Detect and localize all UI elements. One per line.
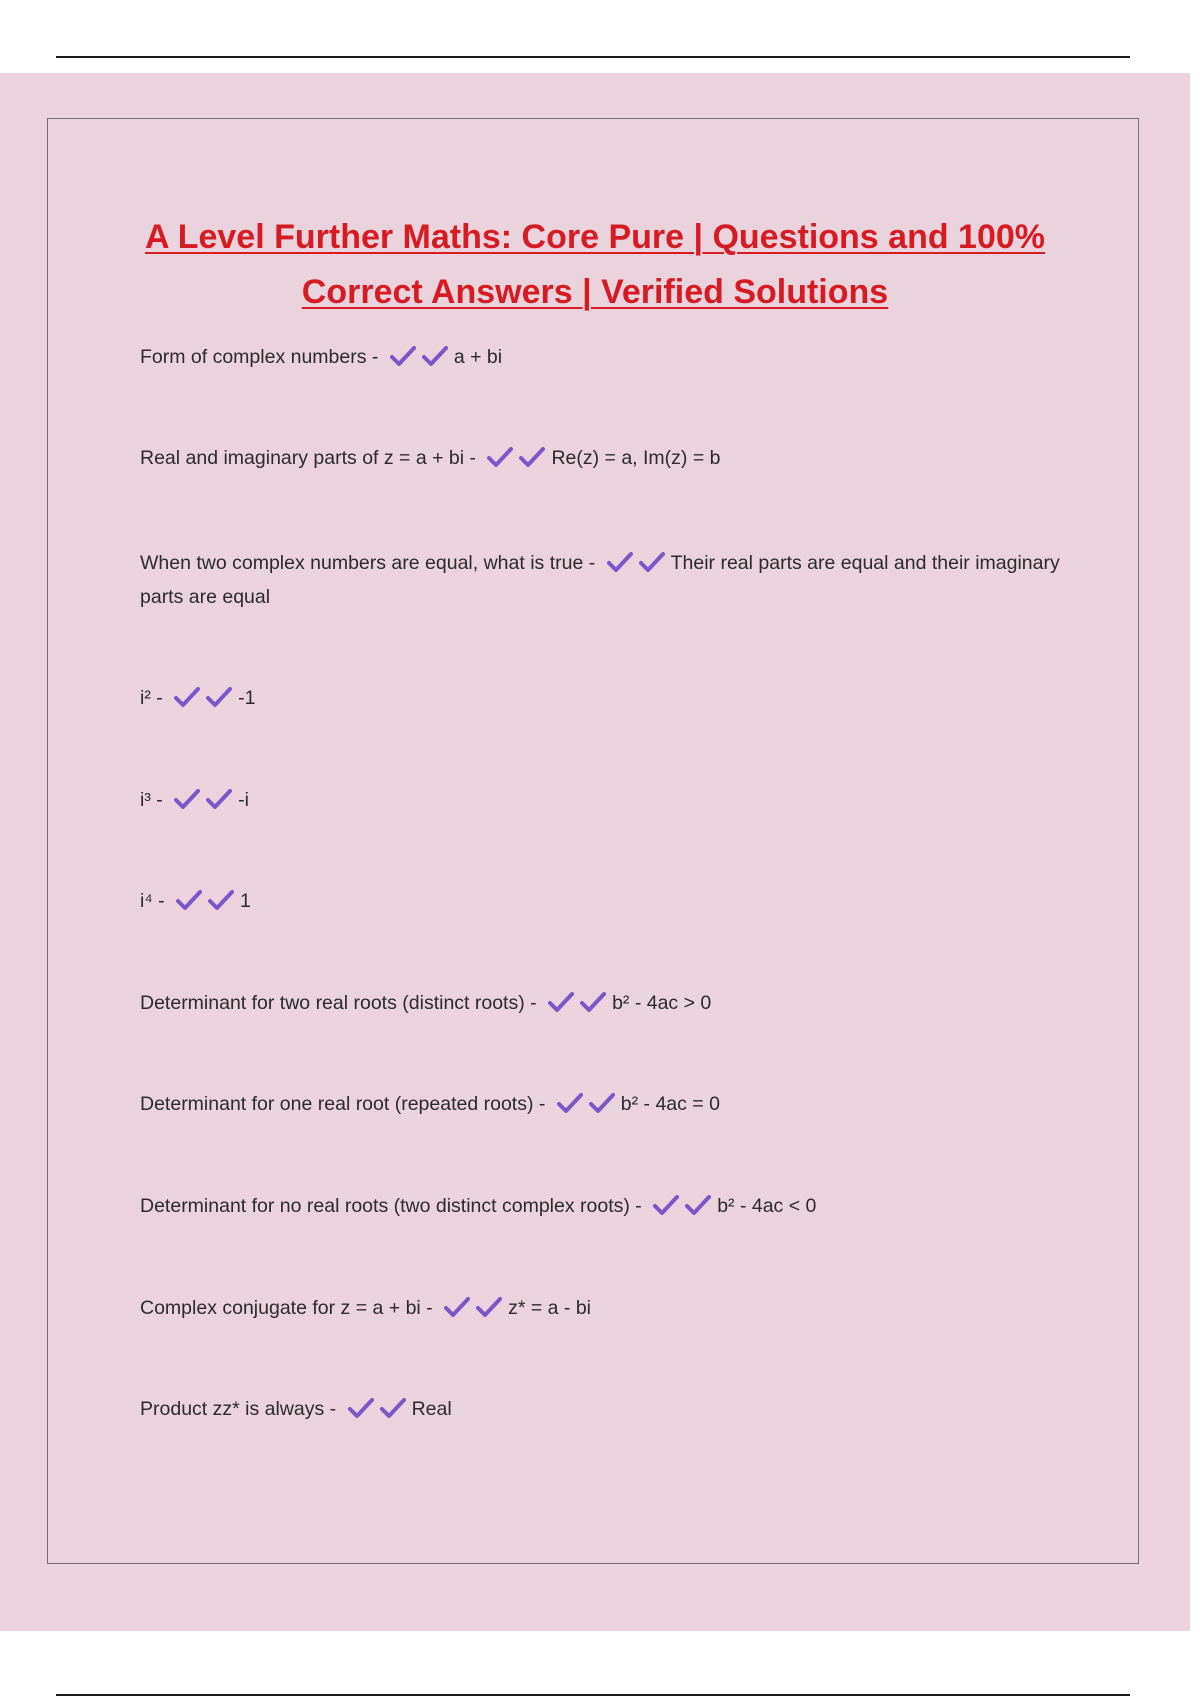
question-text: When two complex numbers are equal, what is true - — [140, 552, 596, 574]
qa-item — [140, 1291, 1060, 1325]
check-icon — [639, 551, 665, 573]
answer-text: -i — [238, 789, 249, 811]
check-pair — [557, 1093, 621, 1115]
answer-text: 1 — [240, 890, 251, 912]
question-text: i² - — [140, 687, 163, 709]
qa-item — [140, 441, 1060, 475]
qa-item — [140, 1189, 1060, 1223]
check-pair — [487, 447, 551, 469]
check-icon — [557, 1092, 583, 1114]
check-pair — [548, 992, 612, 1014]
check-icon — [685, 1194, 711, 1216]
title-line-2: Correct Answers | Verified Solutions — [301, 273, 889, 311]
qa-item — [140, 1087, 1060, 1121]
question-text: Product zz* is always - — [140, 1398, 337, 1420]
answer-text: Real — [411, 1398, 452, 1420]
check-pair — [444, 1297, 508, 1319]
document-title — [110, 210, 1080, 320]
answer-text: -1 — [238, 687, 256, 709]
check-icon — [206, 686, 232, 708]
check-icon — [390, 345, 416, 367]
check-icon — [176, 889, 202, 911]
qa-item — [140, 986, 1060, 1020]
title-line-1: A Level Further Maths: Core Pure | Questions and 100% — [144, 218, 1046, 256]
check-pair — [390, 346, 454, 368]
answer-text: b² - 4ac < 0 — [717, 1195, 817, 1217]
question-text: Determinant for one real root (repeated roots) - — [140, 1093, 546, 1115]
answer-text: b² - 4ac > 0 — [612, 992, 712, 1014]
check-pair — [348, 1398, 412, 1420]
question-text: Real and imaginary parts of z = a + bi - — [140, 447, 477, 469]
check-icon — [548, 991, 574, 1013]
check-icon — [174, 788, 200, 810]
check-pair — [607, 552, 671, 574]
answer-text: Their real parts are equal and their imaginary parts are equal — [140, 552, 1060, 608]
qa-item — [140, 546, 1060, 614]
check-icon — [607, 551, 633, 573]
check-icon — [422, 345, 448, 367]
check-icon — [348, 1397, 374, 1419]
question-text: i⁴ - — [140, 890, 165, 912]
qa-item — [140, 681, 1060, 715]
check-icon — [208, 889, 234, 911]
check-pair — [174, 789, 238, 811]
footer-rule — [56, 1694, 1130, 1696]
check-icon — [206, 788, 232, 810]
check-icon — [444, 1296, 470, 1318]
check-icon — [653, 1194, 679, 1216]
answer-text: z* = a - bi — [508, 1297, 591, 1319]
question-text: Determinant for two real roots (distinct roots) - — [140, 992, 537, 1014]
qa-item — [140, 340, 1060, 374]
check-icon — [580, 991, 606, 1013]
content-frame — [47, 118, 1139, 1564]
check-pair — [653, 1195, 717, 1217]
answer-text: a + bi — [453, 346, 503, 368]
qa-item — [140, 884, 1060, 918]
answer-text: Re(z) = a, Im(z) = b — [551, 447, 721, 469]
check-icon — [380, 1397, 406, 1419]
check-icon — [174, 686, 200, 708]
check-icon — [519, 446, 545, 468]
qa-item — [140, 1392, 1060, 1426]
question-text: i³ - — [140, 789, 163, 811]
question-text: Complex conjugate for z = a + bi - — [140, 1297, 433, 1319]
check-pair — [174, 687, 238, 709]
check-icon — [476, 1296, 502, 1318]
question-text: Form of complex numbers - — [140, 346, 379, 368]
check-icon — [589, 1092, 615, 1114]
check-icon — [487, 446, 513, 468]
check-pair — [176, 890, 240, 912]
qa-item — [140, 783, 1060, 817]
answer-text: b² - 4ac = 0 — [620, 1093, 720, 1115]
question-text: Determinant for no real roots (two distinct complex roots) - — [140, 1195, 642, 1217]
header-rule — [56, 56, 1130, 58]
